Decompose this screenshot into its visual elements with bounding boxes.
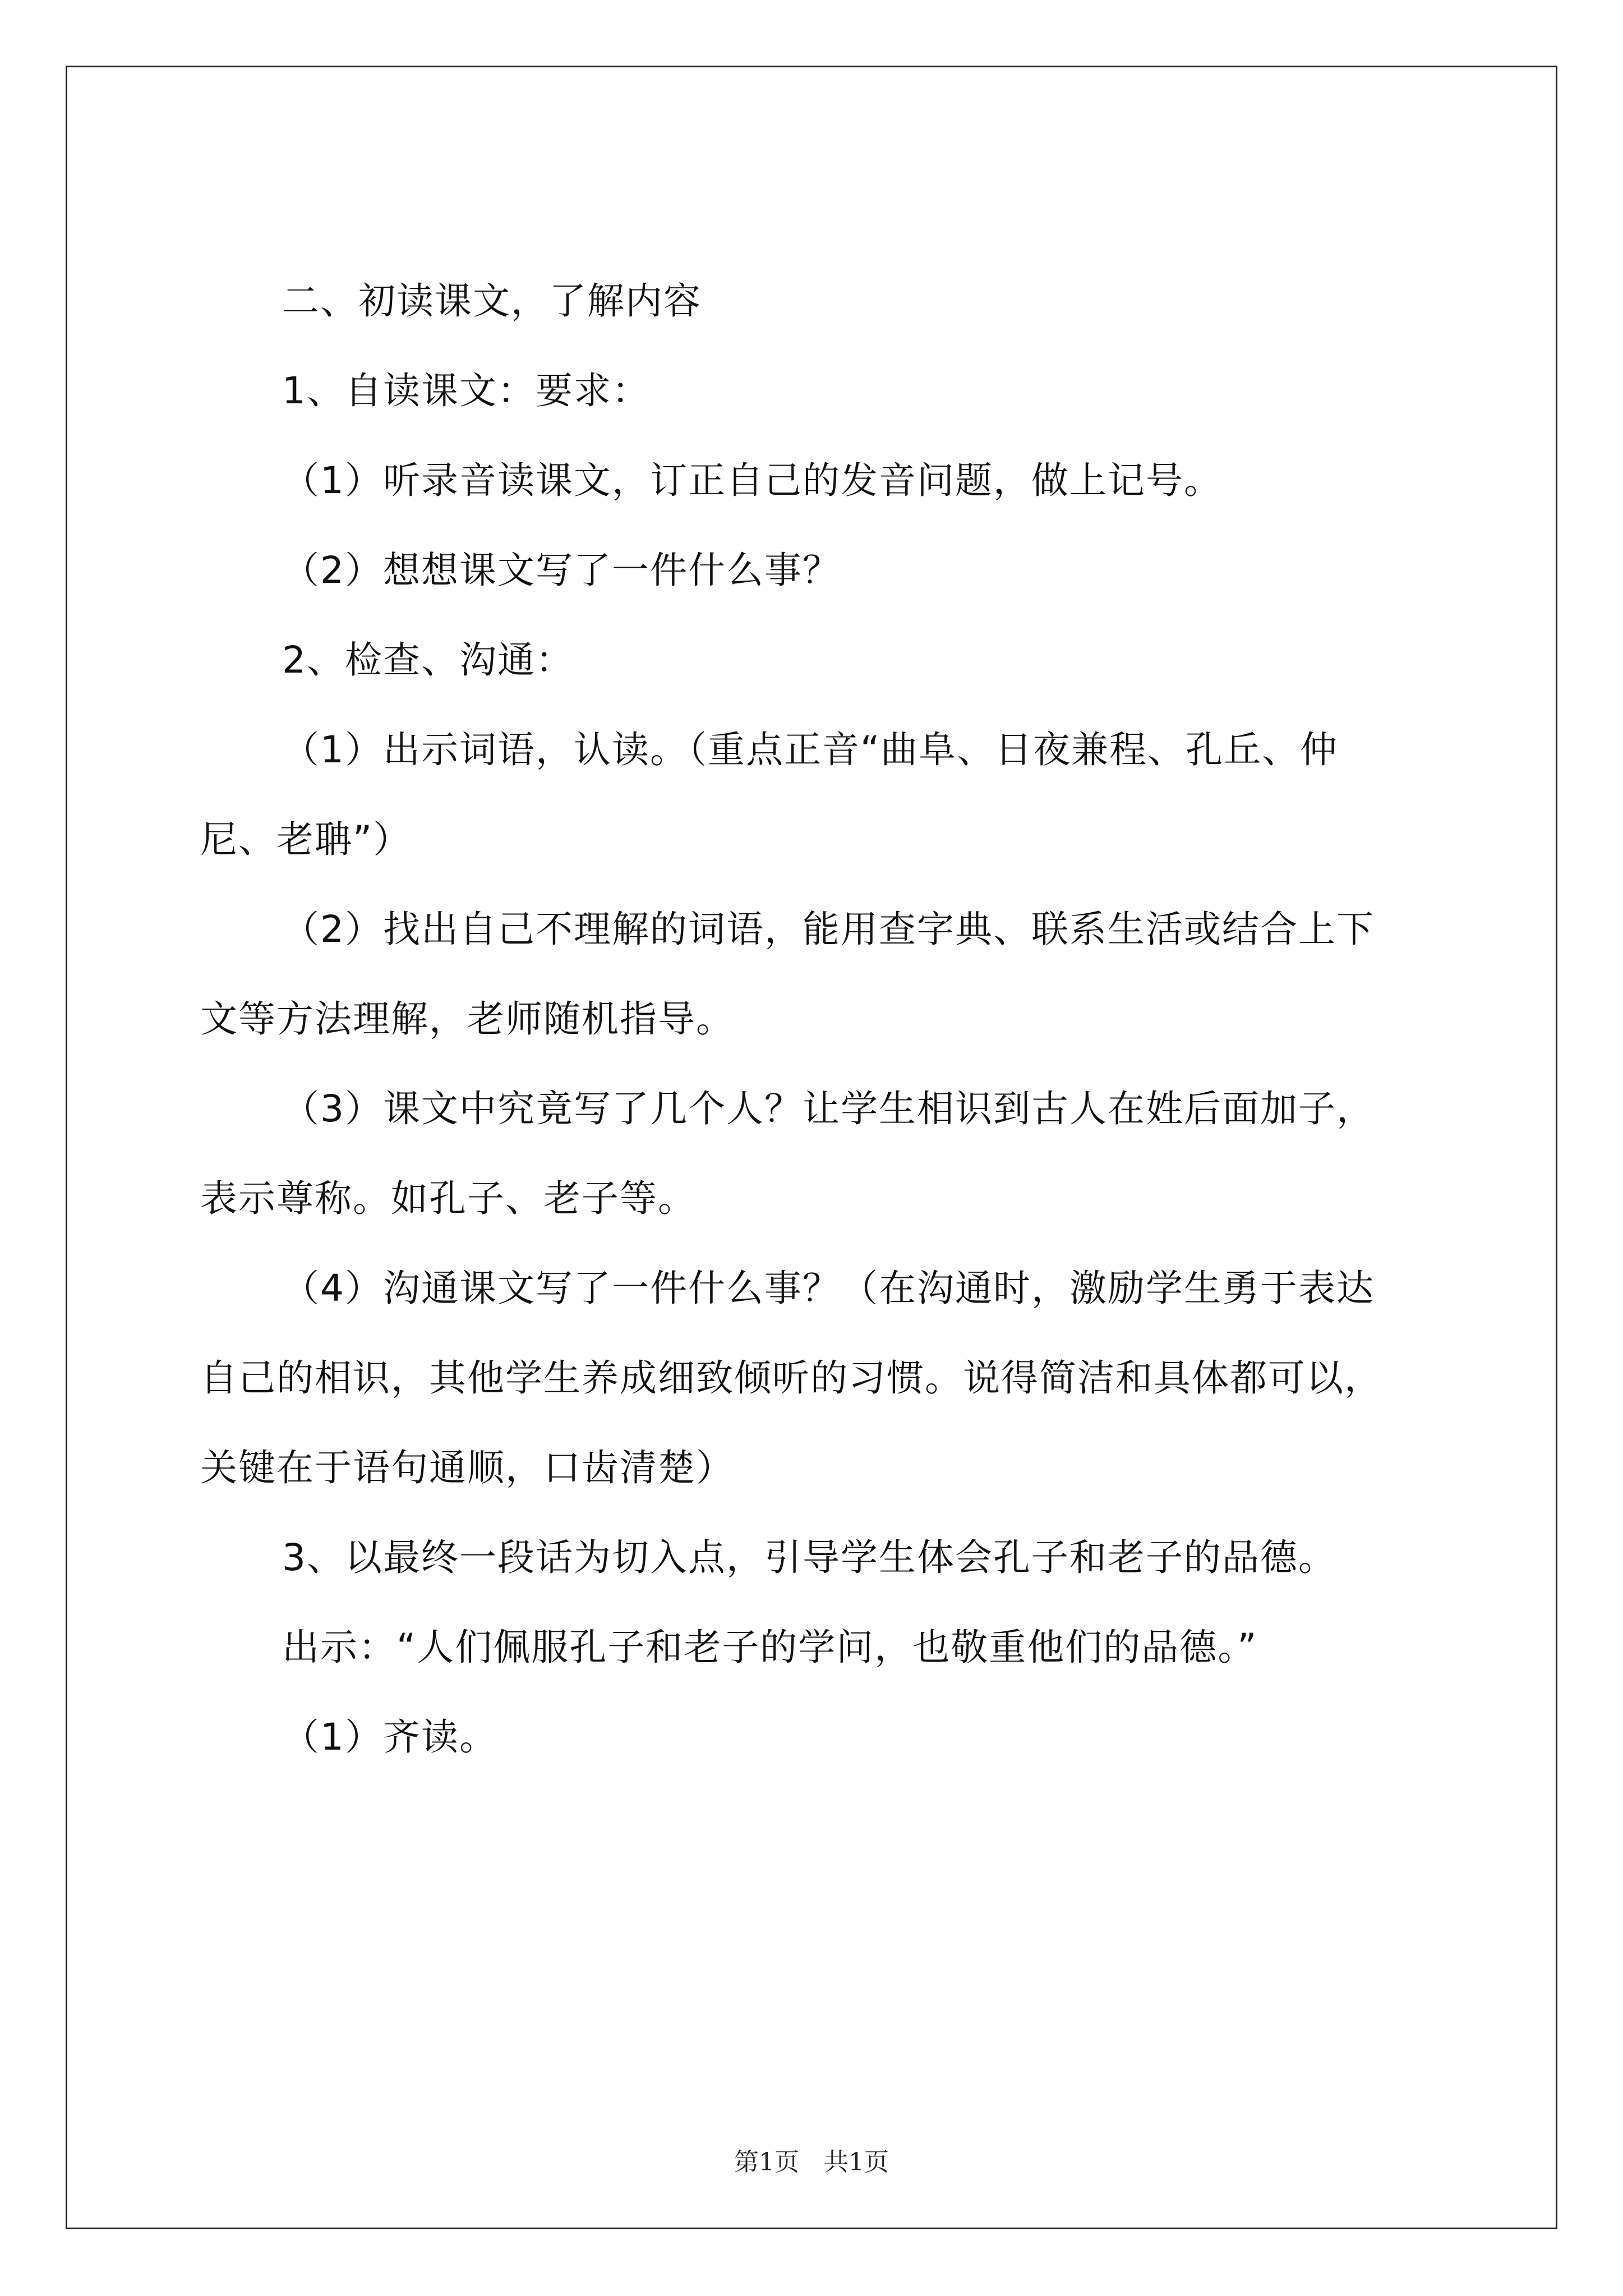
heading-section-2: 二、初读课文，了解内容 [282,279,702,323]
paragraph-line: （4）沟通课文写了一件什么事？（在沟通时，激励学生勇于表达 [282,1267,1375,1310]
page-footer: 第1页 共1页 [734,2148,889,2177]
paragraph-line: 尼、老聃”） [200,818,412,861]
paragraph-line: （1）听录音读课文，订正自己的发音问题，做上记号。 [282,459,1222,502]
paragraph-line: 表示尊称。如孔子、老子等。 [200,1177,696,1220]
paragraph-line: （3）课文中究竟写了几个人？让学生相识到古人在姓后面加子， [282,1087,1375,1130]
paragraph-line: 自己的相识，其他学生养成细致倾听的习惯。说得简洁和具体都可以， [200,1356,1382,1400]
paragraph-line: 文等方法理解，老师随机指导。 [200,997,734,1041]
paragraph-line: 关键在于语句通顺，口齿清楚） [200,1446,734,1489]
paragraph-line: 1、自读课文：要求： [282,369,650,412]
paragraph-line: 出示：“人们佩服孔子和老子的学问，也敬重他们的品德。” [282,1626,1258,1669]
paragraph-line: （2）想想课文写了一件什么事？ [282,549,841,592]
paragraph-line: （1）出示词语，认读。（重点正音“曲阜、日夜兼程、孔丘、仲 [282,728,1339,771]
paragraph-line: 2、检查、沟通： [282,638,574,682]
paragraph-line: （2）找出自己不理解的词语，能用查字典、联系生活或结合上下 [282,908,1375,951]
page-frame [66,66,1557,2229]
document-body [67,67,1556,2228]
paragraph-line: （1）齐读。 [282,1715,497,1759]
paragraph-line: 3、以最终一段话为切入点，引导学生体会孔子和老子的品德。 [282,1536,1336,1579]
